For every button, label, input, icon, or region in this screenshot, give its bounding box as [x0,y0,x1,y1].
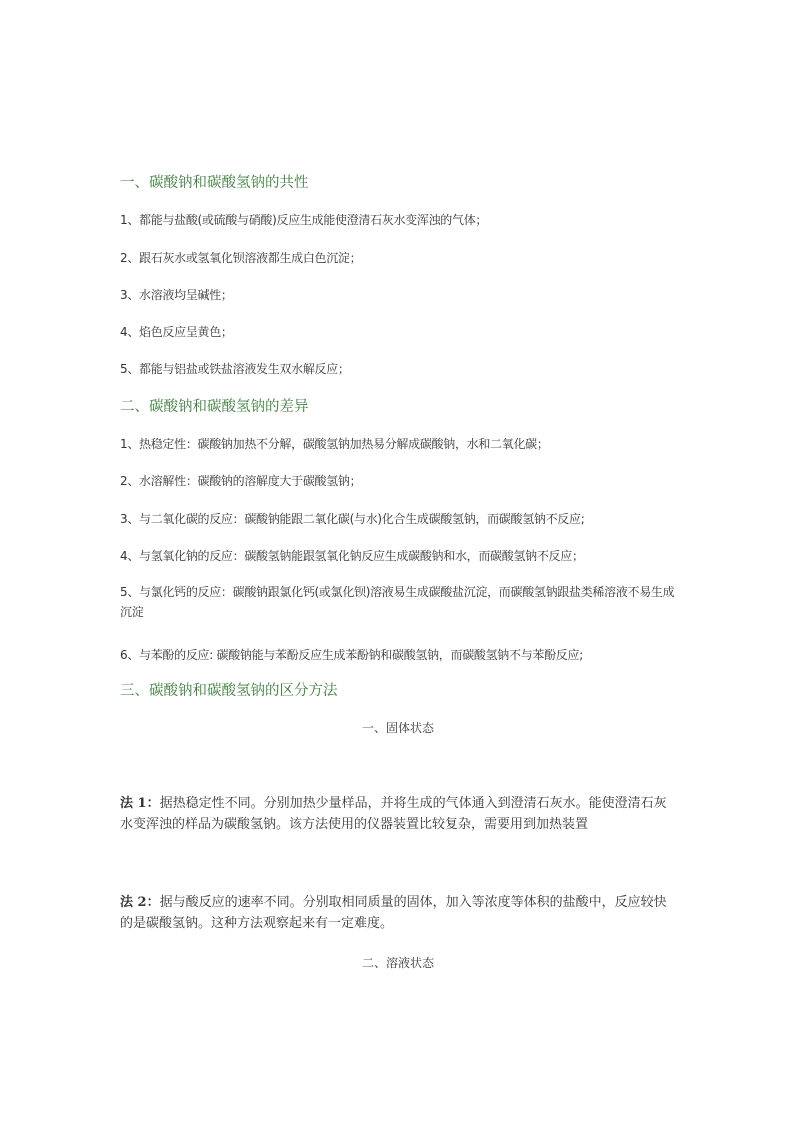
method-2-label: 法 2： [120,895,160,910]
section2-item-5: 5、与氯化钙的反应：碳酸钠跟氯化钙(或氯化钡)溶液易生成碳酸盐沉淀，而碳酸氢钠跟盐类稀溶液不易生成沉淀 [120,585,675,619]
section1-item-1: 1、都能与盐酸(或硫酸与硝酸)反应生成能使澄清石灰水变浑浊的气体； [120,213,488,227]
section2-item-2: 2、水溶解性：碳酸钠的溶解度大于碳酸氢钠； [120,474,362,488]
method-2 [120,892,676,934]
method-1-label: 法 1： [120,796,160,811]
section2-item-4: 4、与氢氧化钠的反应：碳酸氢钠能跟氢氧化钠反应生成碳酸钠和水，而碳酸氢钠不反应； [120,549,584,563]
section2-item-6: 6、与苯酚的反应: 碳酸钠能与苯酚反应生成苯酚钠和碳酸氢钠，而碳酸氢钠不与苯酚反应; [120,648,583,662]
section1-item-5: 5、都能与铝盐或铁盐溶液发生双水解反应； [120,362,350,376]
section1-heading: 一、碳酸钠和碳酸氢钠的共性 [120,175,309,191]
section2-item-3: 3、与二氧化碳的反应：碳酸钠能跟二氧化碳(与水)化合生成碳酸氢钠，而碳酸氢钠不反应; [120,512,585,526]
method-1-text: 据热稳定性不同。分别加热少量样品，并将生成的气体通入到澄清石灰水。能使澄清石灰水变浑浊的样品为碳酸氢钠。该方法使用的仪器装置比较复杂，需要用到加热装置 [120,796,667,832]
section1-item-4: 4、焰色反应呈黄色； [120,325,233,339]
section1-item-2: 2、跟石灰水或氢氧化钡溶液都生成白色沉淀； [120,251,362,265]
section2-heading: 二、碳酸钠和碳酸氢钠的差异 [120,399,309,415]
section2-item-1: 1、热稳定性：碳酸钠加热不分解，碳酸氢钠加热易分解成碳酸钠，水和二氧化碳； [120,437,549,451]
subheading-solid-state: 一、固体状态 [361,721,434,735]
method-1 [120,793,676,835]
subheading-solution-state: 二、溶液状态 [361,956,434,970]
section1-item-3: 3、水溶液均呈碱性； [120,288,233,302]
method-2-text: 据与酸反应的速率不同。分别取相同质量的固体，加入等浓度等体积的盐酸中，反应较快的是碳酸氢钠。这种方法观察起来有一定难度。 [120,895,667,931]
section3-heading: 三、碳酸钠和碳酸氢钠的区分方法 [120,683,338,699]
